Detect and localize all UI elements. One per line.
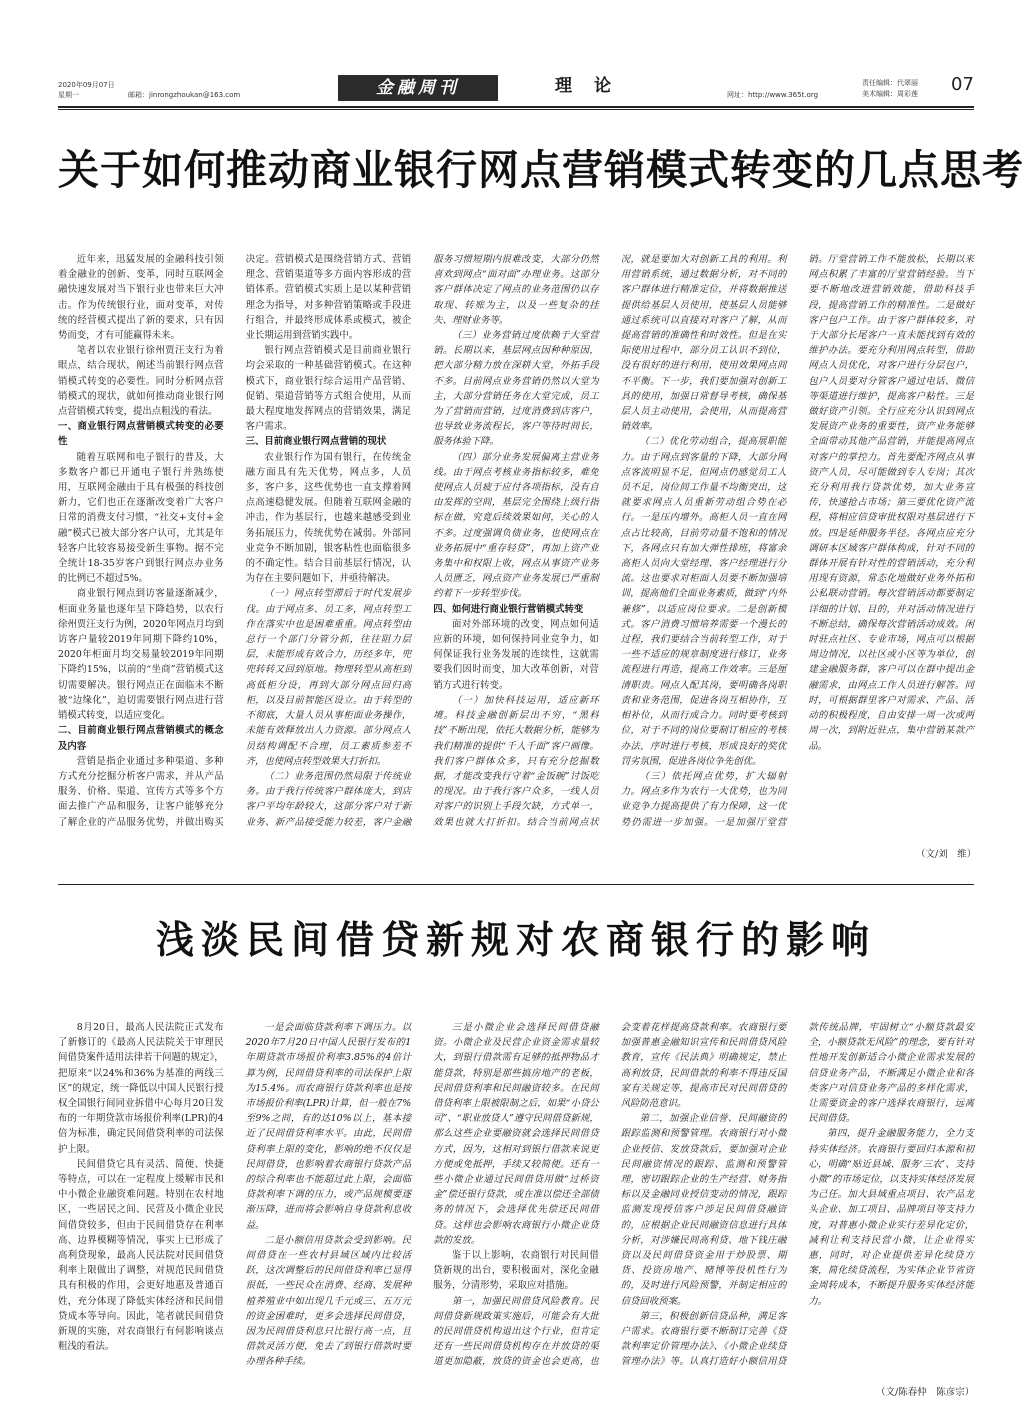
paragraph: 第四，提升金融服务能力，全力支持实体经济。农商银行要回归本源和初心，明确“贴近县域、服务‘三农’、支持小微”的市场定位，以支持实体经济发展为己任。加大县域重点项目、农产品龙头企业、加工项目、品牌项目等支持力度，对普惠小微企业实行差异化定价，减利让利支持民营小微，让企业得实惠，同时，对企业提供差异化续贷方案，简化续贷流程，为实体企业节省资金周转成本，不断提升服务实体经济能力。 (808, 1128, 974, 1307)
header-rule (58, 106, 974, 108)
article-separator (58, 884, 974, 885)
article1-byline: （文/刘 维） (916, 849, 977, 860)
paragraph: 面对外部环境的改变，网点如何适应新的环境，如何保持同业竞争力，如何保证我行业务发展的连续性，这就需要我们因时而变，加大改革创新，对营销方式进行转变。 (433, 618, 599, 691)
paragraph: （三）业务营销过度依赖于大堂营销。长期以来，基层网点因种种原因，把大部分精力放在深耕大堂，外拓手段不多。目前网点业务营销仍然以大堂为主，大部分营销任务在大堂完成，员工为了营销而营销，过度消费到店客户，也导致业务流程长，客户等待时间长，服务体验下降。 (433, 330, 599, 448)
paragraph: 随着互联网和电子银行的普及，大多数客户都已开通电子银行并熟练使用，互联网金融由于具有极强的科技创新力，它们也正在逐渐改变着广大客户日常的消费支付习惯，“社交+支付+金融”模式已被大部分客户认可，尤其是年轻客户比较容易接受新生事物。据不完全统计18-35岁客户到银行网点办业务的比例已不超过5%。 (58, 451, 224, 585)
paragraph: 近年来，迅猛发展的金融科技引领着金融业的创新、变革，同时互联网金融快速发展对当下银行业也带来巨大冲击。作为传统银行业，面对变革，对传统的经营模式提出了新的要求，只有因势而变，才有可能赢得未来。 (58, 254, 224, 342)
section-heading: 三、目前商业银行网点营销的现状 (245, 436, 387, 448)
paragraph: 银行网点营销模式是目前商业银行均会采取的一种基础营销模式。在这种模式下，商业银行综合运用产品营销、促销、渠道营销等方式组合使用，从而最大程度地发挥网点的营销效果，满足客户需求。 (245, 345, 412, 433)
paragraph: 一是会面临贷款利率下调压力。以2020年7月20日中国人民银行发布的1年期贷款市场报价利率3.85%的4倍计算为例，民间借贷利率的司法保护上限为15.4%。而农商银行贷款利率也是按市场报价利率(LPR)计算，但一般在7%至9%之间，有的达10%以上，基本接近了民间借贷利率水平。由此，民间借贷利率上限的变化，影响的绝不仅仅是民间借贷，也影响着农商银行贷款产品的综合利率也不能超过此上限，会面临贷款利率下调的压力，或产品规模要逐渐压降，进而将会影响自身贷款利息收益。 (245, 1022, 412, 1231)
paragraph: （三）依托网点优势，扩大辐射力。网点多作为农行一大优势，也为同业竞争力提高提供了有力保障，这一优势仍需进一步加强。一是加强厅堂营销。厅堂营销工作不能放松，长期以来网点积累了丰富的厅堂营销经验。当下要不断地改进营销效能，借助科技手段，提高营销工作的精准性。二是做好客户包户工作。由于客户群体较多，对于大部分长尾客户一直未能找到有效的维护办法。要充分利用网点转型，借助网点人员优化，对客户进行分层包户，包户人员要对分管客户通过电话、微信等渠道进行维护，提高客户粘性。三是做好资产引领。全行应充分认识到网点发展资产业务的重要性，资产业务能够全面带动其他产品营销，并能提高网点对客户的掌控力。首先要配齐网点从事资产人员，尽可能做到专人专岗；其次充分利用我行贷款优势，加大业务宣传，快速抢占市场；第三要优化资产流程，将相应信贷审批权限对基层进行下放。四是延伸服务半径。各网点应充分调研本区域客户群体构成，针对不同的群体开展有针对性的营销活动，充分利用现有资源，常态化地做好业务外拓和公私联动营销。每次营销活动都要制定详细的计划、目的，并对活动情况进行不断总结，确保每次营销活动成效。闲时驻点社区、专业市场，网点可以根据周边情况，以社区或小区等为单位，创建金融服务群，客户可以在群中提出金融需求，由网点工作人员进行解答。同时，可根据群里客户对需求、产品、活动的积极程度，自由安排一周一次或两周一次，到附近驻点，集中营销某款产品。 (620, 254, 974, 828)
page-number: 07 (951, 74, 974, 95)
issue-weekday: 星期一 (58, 91, 79, 99)
article2-title: 浅淡民间借贷新规对农商银行的影响 (155, 917, 876, 962)
paragraph: （一）网点转型滞后于时代发展步伐。由于网点多、员工多，网点转型工作在落实中也是困难重重。网点转型由总行一个部门分管分抓，往往阻力层层，未能形成有效合力，历经多年，兜兜转转又回到原地。物理转型从高柜到高低柜分设，再到大部分网点回归高柜，以及目前智能区设立。由于转型的不彻底，大量人员从事柜面业务操作，未能有效释放出人力资源。部分网点人员结构调配不合理，员工素质参差不齐，也使网点转型效果大打折扣。 (245, 588, 412, 767)
section-title: 理论 (555, 76, 633, 96)
article2-body (58, 1020, 974, 1380)
paragraph: 8月20日，最高人民法院正式发布了新修订的《最高人民法院关于审理民间借贷案件适用法律若干问题的规定》，把原来“以24%和36%为基准的两线三区”的规定，统一降低以中国人民银行授权全国银行间同业拆借中心每月20日发布的一年期贷款市场报价利率(LPR)的4倍为标准，确定民间借贷利率的司法保护上限。 (58, 1022, 224, 1155)
article1-title: 关于如何推动商业银行网点营销模式转变的几点思考 (58, 146, 1024, 194)
section-heading: 一、商业银行网点营销模式转变的必要性 (58, 421, 224, 448)
issue-date: 2020年09月07日 (58, 81, 115, 89)
paragraph: 农业银行作为国有银行，在传统金融方面具有先天优势，网点多，人员多，客户多，这些优势也一直支撑着网点高速稳健发展。但随着互联网金融的冲击，作为基层行，也越来越感受到业务拓展压力，传统优势在减弱。外部同业竞争不断加剧，银客粘性也面临很多的不确定性。结合目前基层行情况，认为存在主要问题如下，并亟待解决。 (245, 451, 412, 585)
paragraph: 商业银行网点到访客量逐渐减少，柜面业务量也逐年呈下降趋势，以农行徐州贾汪支行为例，2020年网点月均到访客户量较2019年同期下降约10%，2020年柜面月均交易量较2019年同期下降约15%，以前的“坐商”营销模式这切需要解决。银行网点正在面临未不断被“边缘化”，迫切需要银行网点进行营销模式转变，以适应变化。 (58, 588, 224, 722)
paragraph: （四）部分业务发展偏离主营业务线。由于网点考核业务指标较多，难免使网点人员疲于应付各项指标，没有自由发挥的空间，基层完全围绕上级行指标在做，究竟后续效果如何，关心的人不多。过度强调负债业务，也使网点在业务拓展中“重存轻贷”，再加上资产业务集中和权限上收，网点从事资产业务人员匮乏，网点资产业务发展已严重制约着下一步转型步伐。 (433, 451, 599, 600)
website-url: 网址：http://www.365t.org (727, 91, 819, 99)
art-editor: 美术编辑：周彩莲 (862, 90, 918, 98)
header-rule-thin (58, 109, 974, 110)
paragraph: （二）优化劳动组合，提高展职能力。由于网点到客量的下降，大部分网点客流明显不足，但网点仍感觉员工人员不足，岗位间工作量不均衡突出，这就要求网点人员重新劳动组合势在必行。一是压内增外。高柜人员一直在网点占比较高，目前劳动量不饱和的情况下，各网点只有加大弹性排班，将富余高柜人员向大堂经理、客户经理进行分流。这也要求对柜面人员要不断加强培训，提高他们全面业务素质，做到“内外兼修”，以适应岗位要求。二是创新模式。客户消费习惯培养需要一个漫长的过程，我们要结合当前转型工作，对于一些不适应的规章制度进行修订，业务流程进行再造，提高工作效率。三是厘清职责。网点人配其岗，要明确各岗职责和业务范围，促进各岗互相协作，互相补位，从而行成合力。同时要考核到位，对于不同的岗位要制订相应的考核办法，序时进行考核，形成良好的奖优罚劣氛围，促进各岗位争先创优。 (620, 436, 787, 767)
editors-block (862, 78, 918, 100)
paragraph: 笔者以农业银行徐州贾汪支行为着眼点，结合现状，阐述当前银行网点营销模式转变的必要性。同时分析网点营销模式的现状，就如何推动商业银行网点营销模式转变，提出点粗浅的看法。 (58, 345, 224, 418)
page-header (0, 70, 1024, 106)
paragraph: （二）业务范围仍然局限于传统业务。由于我行传统客户群体庞大，到店客户平均年龄较大，这部分客户对于新业务、新产品接受能力较差，客户金融服务习惯短期内很难改变，大部分仍然喜欢到网点“面对面”办理业务。这部分客户群体决定了网点的业务范围仍以存取现、转账为主，以及一些复杂的挂失、理财业务等。 (245, 254, 599, 828)
paragraph: 营销是指企业通过多种渠道、多种方式充分挖掘分析客户需求，并从产品服务、价格、渠道、宣传方式等多个方面去推广产品和服务，让客户能够充分了解企业的产品服务优势，并做出购买决定。营销模式是围绕营销方式、营销理念、营销渠道等多方面内容形成的营销体系。营销模式实质上是以某种营销理念为指导，对多种营销策略或手段进行组合，并最终形成体系或模式，被企业长期运用到营销实践中。 (58, 254, 412, 828)
paragraph: 三是小微企业会选择民间借贷融资。小微企业及民营企业资金需求量较大，到银行借款需有足够的抵押物品才能贷款，特别是那些搞房地产的老板，民间借贷利率和民间融资较多。在民间借贷利率上限被限制之后，如果“小贷公司”、“职业放贷人”遵守民间借贷新规，那么这些企业要融资就会选择民间借贷方式，因为，这相对到银行借款来说更方便或免抵押，手续又较简便。还有一些小微企业通过民间借贷用做“过桥资金”偿还银行贷款，或在准以偿还全部债务的情况下，会选择优先偿还民间借贷。这样也会影响农商银行小微企业贷款的发放。 (433, 1022, 599, 1246)
paragraph: （一）加快科技运用，适应新环境。科技金融创新层出不穷，“黑科技”不断出现，依托大数据分析，能够为我们精准的提供“千人千面”客户画像。我们客户群体众多，只有充分挖掘数据，才能改变我行守着“金饭碗”讨饭吃的现况。由于我行客户众多，一线人员对客户的识别上手段欠缺，方式单一，效果也就大打折扣。结合当前网点状况，就是要加大对创新工具的利用。利用营销系统，通过数据分析，对不同的客户群体进行精准定位，并将数据推送提供给基层人员使用，使基层人员能够通过系统可以直接对对客户了解，从而提高营销的准确性和时效性。但是在实际使用过程中，部分员工认识不到位，没有很好的进行利用，使用效果网点间不平衡。下一步，我们要加强对创新工具的使用，加强日常督导考核，确保基层人员主动使用，会使用，从而提高营销效率。 (433, 254, 787, 828)
article2-byline: （文/陈春仲 陈彦宗） (876, 1387, 975, 1398)
section-heading: 二、目前商业银行网点营销模式的概念及内容 (58, 725, 224, 752)
paragraph: 第三，积极创新信贷品种，满足客户需求。农商银行要不断制订完善《贷款利率定价管理办法》、《小微企业续贷管理办法》等。认真打造好小额信用贷款传统品牌，牢固树立“小额贷款最安全，小额贷款无风险”的理念，要有针对性地开发创新适合小微企业需求发展的信贷业务产品，不断满足小微企业和各类客户对信贷业务产品的多样化需求，让需要资金的客户选择农商银行，远离民间借贷。 (620, 1022, 974, 1368)
paragraph: 鉴于以上影响，农商银行对民间借贷新规的出台，要积极面对，深化金融服务，分清形势，采取应对措施。 (433, 1250, 599, 1292)
article1-body (58, 252, 974, 842)
chief-editor: 责任编辑：代翠丽 (862, 79, 918, 87)
paragraph: 第一，加强民间借贷风险教育。民间借贷新规政策实施后，可能会有大批的民间借贷机构退出这个行业，但肯定还有一些民间借贷机构存在并放贷的渠道更加隐蔽，放贷的资金也会更高，也会变着花样提高贷款利率。农商银行要加强普惠金融知识宣传和民间借贷风险教育，宣传《民法典》明确规定，禁止高利放贷，民间借款的利率不得违反国家有关规定等，提高市民对民间借贷的风险防范意识。 (433, 1022, 787, 1368)
issue-date-block (58, 80, 115, 100)
paragraph: 第二，加强企业信誉、民间融资的跟踪监测和预警管理。农商银行对小微企业授信、发放贷款后，要加强对企业民间融资情况的跟踪、监测和预警管理，密切跟踪企业的生产经营、财务指标以及金融同业授信变动的情况，跟踪监测发现授信客户涉足民间借贷融资的，应根据企业民间融资信息进行具体分析，对涉嫌民间高利贷、地下钱庄融资以及民间借贷资金用于炒股票、期货、投资房地产、赌博等投机性行为的，及时进行风险预警，并制定相应的信贷回收预案。 (620, 1113, 787, 1307)
paragraph: 二是小额信用贷款会受到影响。民间借贷在一些农村县域区域内比较活跃，这次调整后的民间借贷利率已显得很低，一些民众在消费、经商、发展种植养殖业中如出现几千元或三、五万元的资金困难时，更多会选择民间借贷，因为民间借贷利息只比银行高一点，且借款灵活方便，免去了到银行借款时要办理各种手续。 (245, 1234, 412, 1368)
contact-email: 邮箱：jinrongzhoukan@163.com (128, 91, 241, 99)
section-heading: 四、如何进行商业银行营销模式转变 (433, 603, 584, 615)
masthead-logo: 金融周刊 (338, 75, 498, 101)
paragraph: 民间借贷它具有灵活、简便、快捷等特点，可以在一定程度上缓解市民和中小微企业融资难问题。特别在农村地区，一些居民之间、民营及小微企业民间借贷较多，但由于民间借贷存在利率高、边界模糊等情况，事实上已形成了高利贷现象，最高人民法院对民间借贷利率上限做出了调整，对规范民间借贷具有积极的作用，会更好地惠及普通百姓，充分体现了降低实体经济和民间借贷成本等导向。因此，笔者就民间借贷新规的实施，对农商银行有何影响谈点粗浅的看法。 (58, 1158, 224, 1353)
